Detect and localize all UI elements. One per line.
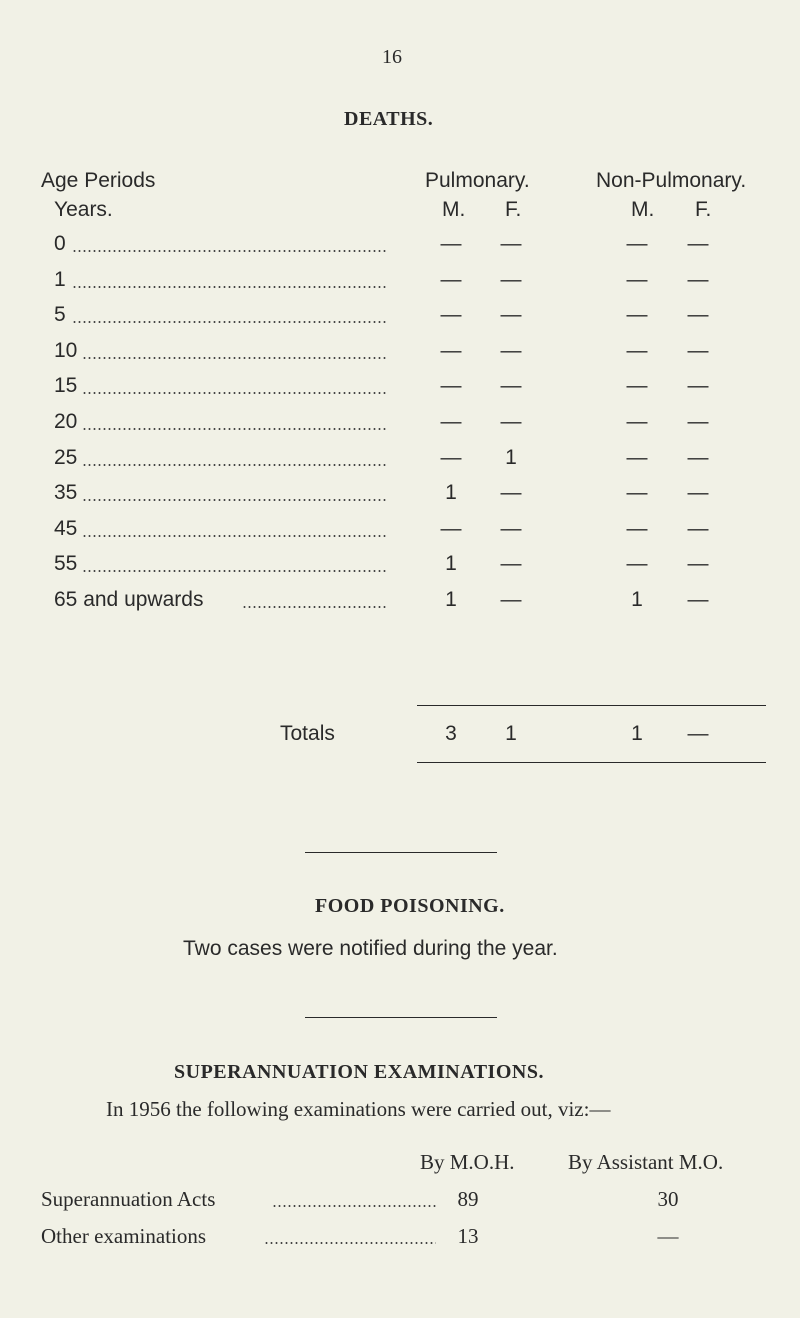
age-period-label: 25 [54, 446, 78, 469]
cell-nonpulmonary-m: — [626, 481, 648, 504]
cell-nonpulmonary-m: — [626, 517, 648, 540]
cell-by-assistant-mo: 30 [657, 1187, 679, 1211]
cell-nonpulmonary-m: — [626, 339, 648, 362]
sub-nonpulmonary-f: F. [695, 198, 712, 221]
sub-pulmonary-f: F. [505, 198, 522, 221]
cell-nonpulmonary-f: — [687, 446, 709, 469]
col-non-pulmonary: Non-Pulmonary. [596, 169, 747, 192]
cell-nonpulmonary-m: 1 [631, 588, 643, 611]
cell-pulmonary-m: 1 [445, 481, 457, 504]
dot-leader [264, 1242, 436, 1244]
dot-leader [82, 392, 386, 394]
cell-nonpulmonary-m: — [626, 374, 648, 397]
col-age-periods: Age Periods [41, 169, 156, 192]
section-divider [305, 852, 497, 853]
dot-leader [82, 428, 386, 430]
cell-pulmonary-f: 1 [505, 446, 517, 469]
dot-leader [82, 357, 386, 359]
age-period-label: 45 [54, 517, 78, 540]
cell-pulmonary-f: — [500, 481, 522, 504]
cell-nonpulmonary-f: — [687, 410, 709, 433]
cell-by-assistant-mo: — [657, 1224, 679, 1248]
cell-pulmonary-f: — [500, 303, 522, 326]
cell-pulmonary-m: — [440, 446, 462, 469]
cell-pulmonary-f: — [500, 232, 522, 255]
dot-leader [272, 1205, 436, 1207]
age-period-label: 35 [54, 481, 78, 504]
dot-leader [242, 606, 386, 608]
cell-nonpulmonary-f: — [687, 481, 709, 504]
superannuation-intro: In 1956 the following examinations were carried out, viz:— [106, 1097, 611, 1121]
totals-rule-bottom [417, 762, 766, 763]
cell-nonpulmonary-m: — [626, 410, 648, 433]
dot-leader [72, 321, 386, 323]
age-period-label: 65 and upwards [54, 588, 204, 611]
totals-nonpulmonary-f: — [687, 722, 709, 745]
dot-leader [82, 570, 386, 572]
cell-nonpulmonary-f: — [687, 588, 709, 611]
cell-pulmonary-m: — [440, 268, 462, 291]
cell-nonpulmonary-f: — [687, 517, 709, 540]
cell-pulmonary-f: — [500, 374, 522, 397]
dot-leader [82, 499, 386, 501]
cell-pulmonary-m: — [440, 232, 462, 255]
food-poisoning-text: Two cases were notified during the year. [183, 937, 558, 960]
cell-nonpulmonary-f: — [687, 552, 709, 575]
cell-pulmonary-m: 1 [445, 552, 457, 575]
sub-nonpulmonary-m: M. [631, 198, 655, 221]
age-period-label: 5 [54, 303, 66, 326]
age-period-label: 15 [54, 374, 78, 397]
age-period-label: 1 [54, 268, 66, 291]
dot-leader [82, 535, 386, 537]
cell-pulmonary-f: — [500, 339, 522, 362]
food-poisoning-title: FOOD POISONING. [315, 895, 505, 917]
examination-label: Other examinations [41, 1224, 207, 1248]
cell-nonpulmonary-f: — [687, 232, 709, 255]
cell-nonpulmonary-m: — [626, 232, 648, 255]
cell-pulmonary-f: — [500, 588, 522, 611]
totals-pulmonary-m: 3 [445, 722, 457, 745]
cell-pulmonary-m: — [440, 517, 462, 540]
totals-nonpulmonary-m: 1 [631, 722, 643, 745]
col-by-assistant-mo: By Assistant M.O. [568, 1150, 724, 1174]
cell-nonpulmonary-f: — [687, 339, 709, 362]
examination-label: Superannuation Acts [41, 1187, 216, 1211]
cell-nonpulmonary-f: — [687, 374, 709, 397]
page-number: 16 [382, 46, 402, 68]
cell-nonpulmonary-m: — [626, 268, 648, 291]
totals-rule-top [417, 705, 766, 706]
col-years: Years. [54, 198, 113, 221]
cell-pulmonary-f: — [500, 517, 522, 540]
cell-by-moh: 13 [457, 1224, 479, 1248]
cell-nonpulmonary-m: — [626, 552, 648, 575]
cell-pulmonary-f: — [500, 552, 522, 575]
age-period-label: 10 [54, 339, 78, 362]
cell-pulmonary-m: — [440, 339, 462, 362]
totals-pulmonary-f: 1 [505, 722, 517, 745]
cell-nonpulmonary-m: — [626, 303, 648, 326]
cell-pulmonary-m: — [440, 374, 462, 397]
col-by-moh: By M.O.H. [420, 1150, 515, 1174]
age-period-label: 55 [54, 552, 78, 575]
age-period-label: 20 [54, 410, 78, 433]
dot-leader [72, 286, 386, 288]
superannuation-title: SUPERANNUATION EXAMINATIONS. [174, 1061, 544, 1083]
cell-pulmonary-f: — [500, 410, 522, 433]
col-pulmonary: Pulmonary. [425, 169, 530, 192]
cell-pulmonary-f: — [500, 268, 522, 291]
dot-leader [72, 250, 386, 252]
dot-leader [82, 464, 386, 466]
totals-label: Totals [280, 722, 335, 745]
cell-nonpulmonary-m: — [626, 446, 648, 469]
sub-pulmonary-m: M. [442, 198, 466, 221]
cell-pulmonary-m: — [440, 303, 462, 326]
cell-pulmonary-m: 1 [445, 588, 457, 611]
deaths-title: DEATHS. [344, 108, 434, 130]
cell-by-moh: 89 [457, 1187, 479, 1211]
cell-nonpulmonary-f: — [687, 303, 709, 326]
section-divider [305, 1017, 497, 1018]
cell-pulmonary-m: — [440, 410, 462, 433]
age-period-label: 0 [54, 232, 66, 255]
cell-nonpulmonary-f: — [687, 268, 709, 291]
